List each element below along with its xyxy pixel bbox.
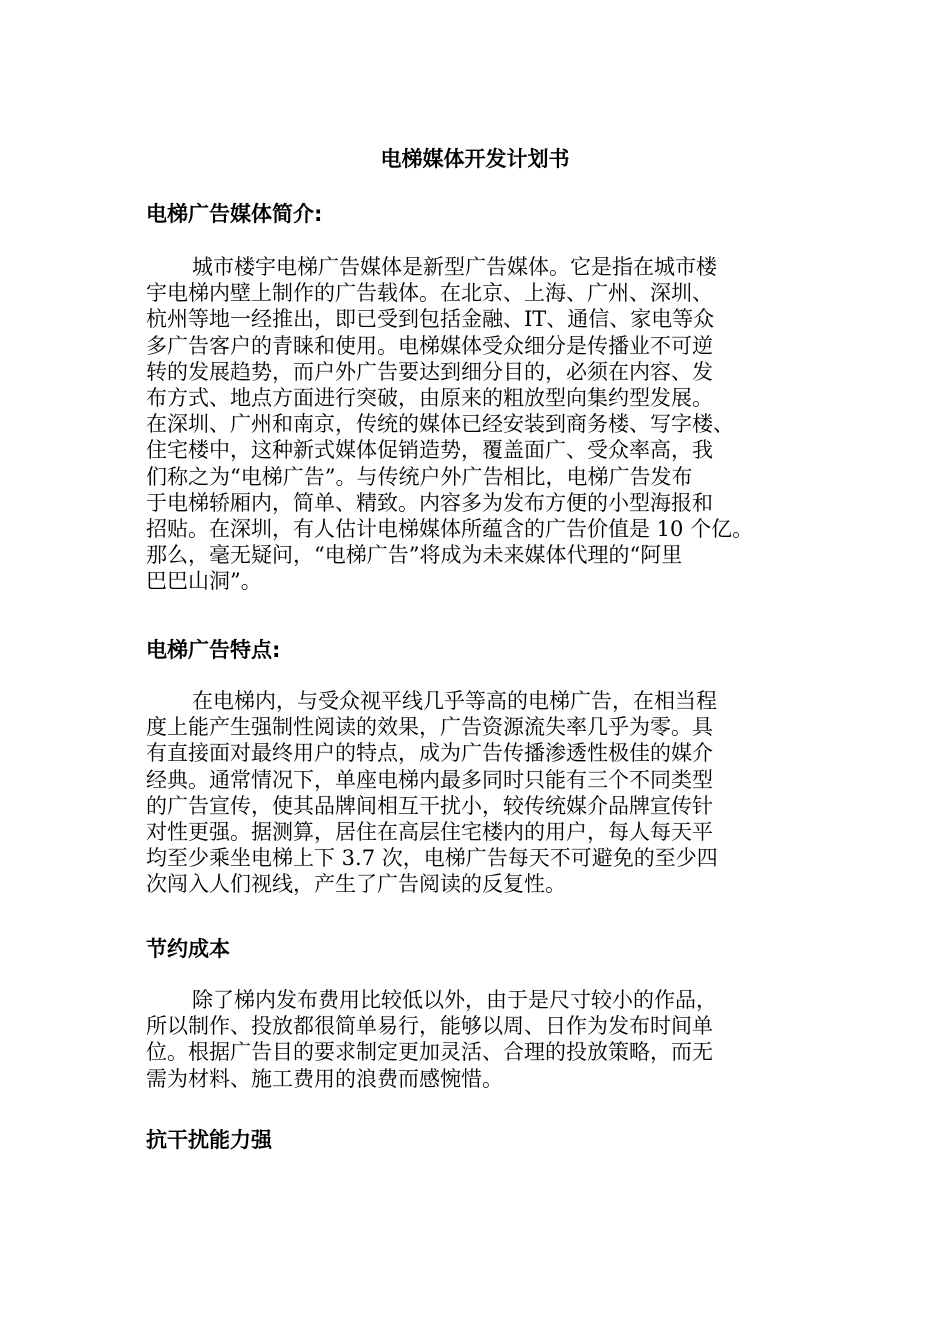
paragraph-line: 位。根据广告目的要求制定更加灵活、合理的投放策略，而无 — [146, 1040, 713, 1065]
paragraph-line: 转的发展趋势，而户外广告要达到细分目的，必须在内容、发 — [146, 359, 713, 384]
section-heading-anti-interference: 抗干扰能力强 — [146, 1128, 272, 1152]
paragraph-features — [146, 688, 796, 898]
paragraph-line: 宇电梯内壁上制作的广告载体。在北京、上海、广州、深圳、 — [146, 281, 713, 306]
section-heading-cost: 节约成本 — [146, 937, 230, 961]
paragraph-line: 对性更强。据测算，居住在高层住宅楼内的用户，每人每天平 — [146, 820, 713, 845]
paragraph-cost — [146, 987, 796, 1092]
paragraph-line: 的广告宣传，使其品牌间相互干扰小，较传统媒介品牌宣传针 — [146, 793, 713, 818]
paragraph-line: 均至少乘坐电梯上下 3.7 次，电梯广告每天不可避免的至少四 — [146, 846, 718, 871]
paragraph-line: 经典。通常情况下，单座电梯内最多同时只能有三个不同类型 — [146, 767, 713, 792]
document-title: 电梯媒体开发计划书 — [380, 147, 570, 171]
paragraph-line: 在电梯内，与受众视平线几乎等高的电梯广告，在相当程 — [192, 689, 717, 713]
paragraph-line: 需为材料、施工费用的浪费而感惋惜。 — [146, 1066, 503, 1091]
paragraph-line: 次闯入人们视线，产生了广告阅读的反复性。 — [146, 872, 566, 897]
paragraph-line: 巴巴山洞”。 — [146, 569, 262, 594]
paragraph-line: 布方式、地点方面进行突破，由原来的粗放型向集约型发展。 — [146, 386, 713, 411]
paragraph-line: 多广告客户的青睐和使用。电梯媒体受众细分是传播业不可逆 — [146, 333, 713, 358]
paragraph-line: 除了梯内发布费用比较低以外，由于是尺寸较小的作品， — [192, 988, 717, 1012]
paragraph-line: 招贴。在深圳，有人估计电梯媒体所蕴含的广告价值是 10 个亿。 — [146, 517, 754, 542]
paragraph-line: 那么，毫无疑问，“电梯广告”将成为未来媒体代理的“阿里 — [146, 543, 683, 568]
section-heading-features: 电梯广告特点: — [146, 638, 281, 662]
paragraph-line: 有直接面对最终用户的特点，成为广告传播渗透性极佳的媒介 — [146, 741, 713, 766]
paragraph-line: 城市楼宇电梯广告媒体是新型广告媒体。它是指在城市楼 — [192, 255, 717, 279]
paragraph-line: 所以制作、投放都很简单易行，能够以周、日作为发布时间单 — [146, 1014, 713, 1039]
paragraph-line: 杭州等地一经推出，即已受到包括金融、IT、通信、家电等众 — [146, 307, 715, 332]
paragraph-intro — [146, 254, 796, 595]
paragraph-line: 们称之为“电梯广告”。与传统户外广告相比，电梯广告发布 — [146, 464, 693, 489]
paragraph-line: 在深圳、广州和南京，传统的媒体已经安装到商务楼、写字楼、 — [146, 412, 734, 437]
paragraph-line: 住宅楼中，这种新式媒体促销造势，覆盖面广、受众率高，我 — [146, 438, 713, 463]
section-heading-intro: 电梯广告媒体简介: — [146, 202, 323, 226]
paragraph-line: 度上能产生强制性阅读的效果，广告资源流失率几乎为零。具 — [146, 715, 713, 740]
paragraph-line: 于电梯轿厢内，简单、精致。内容多为发布方便的小型海报和 — [146, 490, 713, 515]
